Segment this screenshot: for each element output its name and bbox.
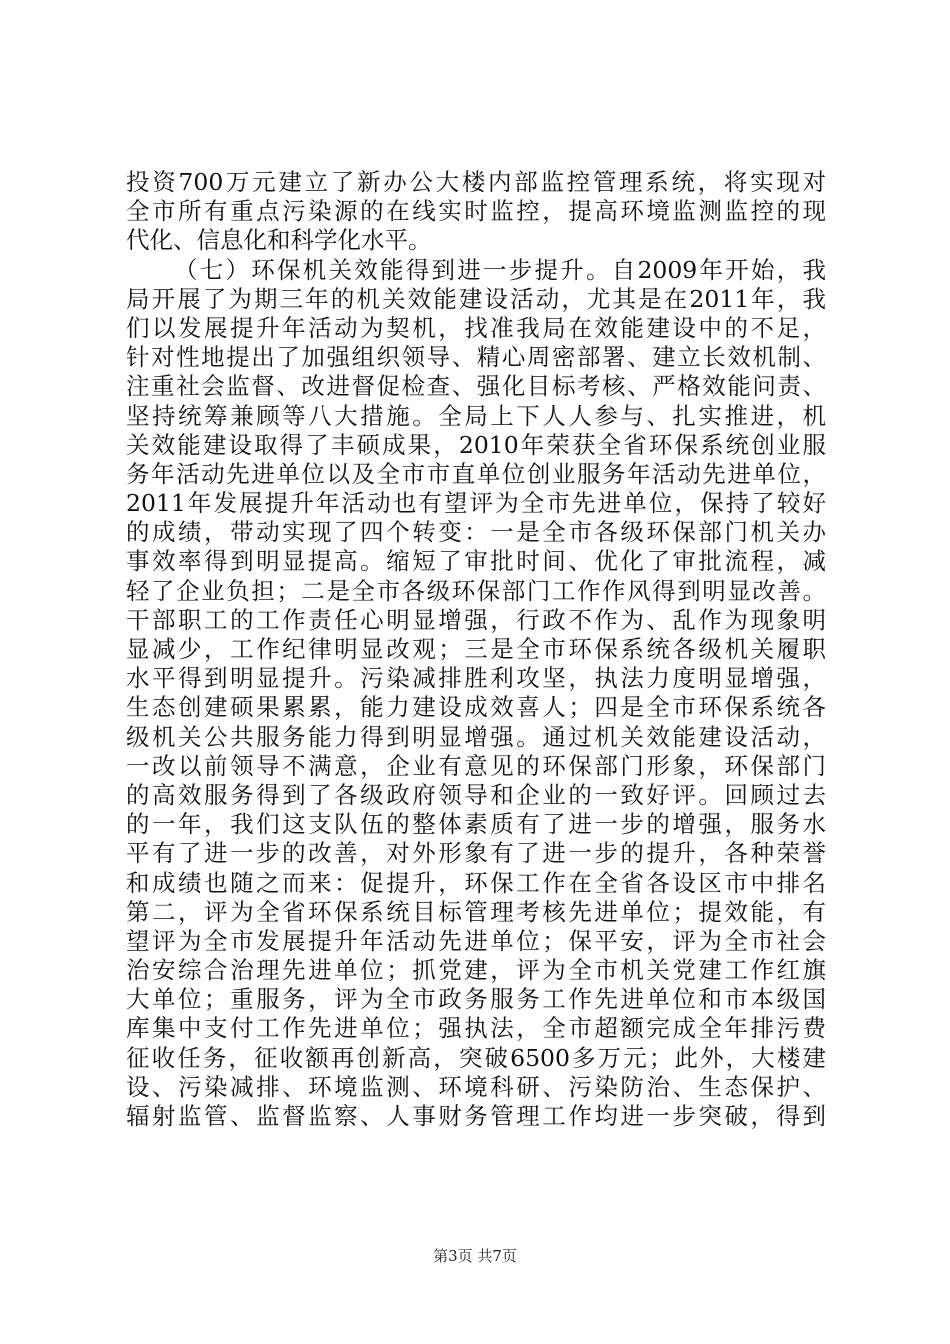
text-line: 干部职工的工作责任心明显增强，行政不作为、乱作为现象明	[126, 605, 826, 634]
text-line: 和成绩也随之而来：促提升，环保工作在全省各设区市中排名	[126, 868, 826, 897]
text-line: 坚持统筹兼顾等八大措施。全局上下人人参与、扎实推进，机	[126, 401, 826, 430]
text-line: 局开展了为期三年的机关效能建设活动，尤其是在2011年，我	[126, 284, 826, 313]
text-line: 们以发展提升年活动为契机，找准我局在效能建设中的不足，	[126, 313, 826, 342]
text-line: 显减少，工作纪律明显改观；三是全市环保系统各级机关履职	[126, 635, 826, 663]
text-line: 一改以前领导不满意，企业有意见的环保部门形象，环保部门	[126, 751, 826, 780]
text-line: 务年活动先进单位以及全市市直单位创业服务年活动先进单位，	[126, 459, 826, 488]
text-line: 望评为全市发展提升年活动先进单位；保平安，评为全市社会	[126, 926, 826, 955]
text-line: 治安综合治理先进单位；抓党建，评为全市机关党建工作红旗	[126, 956, 826, 985]
text-line: 生态创建硕果累累，能力建设成效喜人；四是全市环保系统各	[126, 693, 826, 722]
text-line: 大单位；重服务，评为全市政务服务工作先进单位和市本级国	[126, 985, 826, 1014]
text-line: 全市所有重点污染源的在线实时监控，提高环境监测监控的现	[126, 197, 826, 226]
text-line: 级机关公共服务能力得到明显增强。通过机关效能建设活动，	[126, 722, 826, 751]
text-line: 代化、信息化和科学化水平。	[126, 226, 432, 255]
text-line: 关效能建设取得了丰硕成果，2010年荣获全省环保系统创业服	[126, 430, 826, 459]
text-line: 库集中支付工作先进单位；强执法，全市超额完成全年排污费	[126, 1014, 826, 1043]
text-line: （七）环保机关效能得到进一步提升。自2009年开始，我	[174, 255, 826, 284]
text-line: 平有了进一步的改善，对外形象有了进一步的提升，各种荣誉	[126, 839, 826, 868]
text-line: 针对性地提出了加强组织领导、精心周密部署、建立长效机制、	[126, 343, 826, 372]
text-line: 的成绩，带动实现了四个转变：一是全市各级环保部门机关办	[126, 518, 826, 547]
text-line: 投资700万元建立了新办公大楼内部监控管理系统，将实现对	[126, 168, 826, 196]
text-line: 水平得到明显提升。污染减排胜利攻坚，执法力度明显增强，	[126, 664, 826, 693]
text-line: 的高效服务得到了各级政府领导和企业的一致好评。回顾过去	[126, 780, 826, 809]
text-line: 的一年，我们这支队伍的整体素质有了进一步的增强，服务水	[126, 810, 826, 839]
text-line: 征收任务，征收额再创新高，突破6500多万元；此外，大楼建	[126, 1043, 826, 1072]
text-line: 辐射监管、监督监察、人事财务管理工作均进一步突破，得到	[126, 1102, 826, 1130]
text-line: 第二，评为全省环保系统目标管理考核先进单位；提效能，有	[126, 897, 826, 926]
text-line: 轻了企业负担；二是全市各级环保部门工作作风得到明显改善。	[126, 576, 826, 605]
text-line: 2011年发展提升年活动也有望评为全市先进单位，保持了较好	[126, 489, 826, 518]
text-line: 注重社会监督、改进督促检查、强化目标考核、严格效能问责、	[126, 372, 826, 401]
page-number-footer: 第3页 共7页	[433, 1247, 517, 1265]
body-text	[126, 168, 826, 1131]
text-line: 事效率得到明显提高。缩短了审批时间、优化了审批流程，减	[126, 547, 826, 576]
text-line: 设、污染减排、环境监测、环境科研、污染防治、生态保护、	[126, 1072, 826, 1101]
